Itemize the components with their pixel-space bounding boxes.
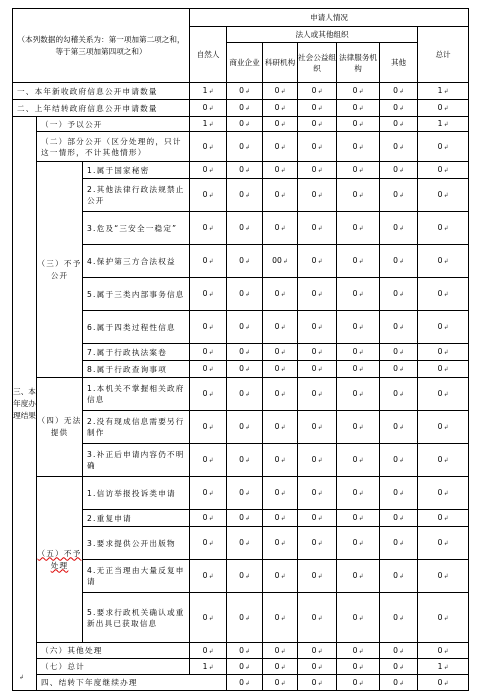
table-row: [13, 100, 469, 117]
value-cell: 0 ↲: [380, 179, 418, 212]
table-row: [13, 132, 469, 162]
value-cell: 0 ↲: [263, 83, 298, 100]
value-cell: 0 ↲: [263, 477, 298, 510]
value-cell: 0 ↲: [380, 83, 418, 100]
value-cell: 0 ↲: [337, 100, 380, 117]
value-cell: 0 ↲: [337, 245, 380, 278]
value-cell: 0 ↲: [263, 162, 298, 179]
section-3-label: 三、本年度办理结果: [13, 117, 37, 691]
applicant-header: 申请人情况: [190, 9, 469, 27]
value-cell: 0 ↲: [380, 510, 418, 527]
value-cell: 0 ↲: [263, 378, 298, 411]
value-cell: 0 ↲: [298, 675, 337, 691]
value-cell: 0 ↲: [190, 643, 227, 659]
value-cell: 0 ↲: [298, 117, 337, 132]
value-cell: 0 ↲: [190, 162, 227, 179]
row-label: 3.补正后申请内容仍不明确: [83, 444, 190, 477]
value-cell: 0 ↲: [380, 212, 418, 245]
value-cell: 0 ↲: [298, 278, 337, 311]
table-row: [13, 162, 469, 179]
value-cell: 0 ↲: [418, 675, 469, 691]
value-cell: 0 ↲: [227, 311, 263, 344]
total-header: 总计: [418, 27, 469, 83]
value-cell: 0 ↲: [380, 411, 418, 444]
value-cell: 0 ↲: [337, 643, 380, 659]
group-3-label: （三）不予公开: [37, 162, 83, 378]
value-cell: 0 ↲: [337, 659, 380, 675]
row-label: 1.信访举报投诉类申请: [83, 477, 190, 510]
value-cell: 0 ↲: [337, 162, 380, 179]
row-label: 一、本年新收政府信息公开申请数量: [13, 83, 190, 100]
value-cell: 0 ↲: [190, 100, 227, 117]
value-cell: 0 ↲: [227, 411, 263, 444]
value-cell: 1 ↲: [190, 117, 227, 132]
value-cell: 0 ↲: [337, 560, 380, 593]
col-header-other: 其他: [380, 43, 418, 83]
value-cell: 0 ↲: [190, 311, 227, 344]
value-cell: 0 ↲: [298, 510, 337, 527]
value-cell: 0 ↲: [190, 444, 227, 477]
value-cell: 0 ↲: [418, 278, 469, 311]
value-cell: 0 ↲: [418, 212, 469, 245]
value-cell: 0 ↲: [227, 212, 263, 245]
row-label: 1.本机关不掌握相关政府信息: [83, 378, 190, 411]
table-row: [13, 675, 469, 691]
value-cell: 0 ↲: [263, 510, 298, 527]
value-cell: 1 ↲: [190, 659, 227, 675]
value-cell: 0 ↲: [418, 411, 469, 444]
value-cell: 0 ↲: [298, 560, 337, 593]
row-label: 5.属于三类内部事务信息: [83, 278, 190, 311]
value-cell: 0 ↲: [380, 477, 418, 510]
value-cell: 0 ↲: [298, 162, 337, 179]
value-cell: 0 ↲: [263, 132, 298, 162]
value-cell: 0 ↲: [227, 361, 263, 378]
value-cell: 0 ↲: [337, 411, 380, 444]
row-label: 4.保护第三方合法权益: [83, 245, 190, 278]
value-cell: 0 ↲: [337, 444, 380, 477]
value-cell: 0 ↲: [380, 527, 418, 560]
value-cell: 0 ↲: [263, 527, 298, 560]
row-label: 二、上年结转政府信息公开申请数量: [13, 100, 190, 117]
value-cell: 0 ↲: [263, 179, 298, 212]
value-cell: 0 ↲: [263, 100, 298, 117]
value-cell: 0 ↲: [227, 117, 263, 132]
value-cell: 0 ↲: [298, 643, 337, 659]
value-cell: 0 ↲: [227, 527, 263, 560]
value-cell: 0 ↲: [263, 659, 298, 675]
value-cell: 0 ↲: [263, 444, 298, 477]
value-cell: 0 ↲: [190, 278, 227, 311]
value-cell: 0 ↲: [337, 311, 380, 344]
row-label: 3.危及“三安全一稳定”: [83, 212, 190, 245]
value-cell: 0 ↲: [190, 560, 227, 593]
paragraph-mark-icon: [18, 674, 24, 681]
value-cell: 0 ↲: [418, 643, 469, 659]
value-cell: 0 ↲: [263, 278, 298, 311]
row-label: 6.属于四类过程性信息: [83, 311, 190, 344]
value-cell: 0 ↲: [380, 361, 418, 378]
value-cell: 0 ↲: [298, 411, 337, 444]
value-cell: 0 ↲: [190, 593, 227, 643]
value-cell: 0 ↲: [337, 510, 380, 527]
value-cell: 00 ↲: [263, 245, 298, 278]
value-cell: 0 ↲: [263, 560, 298, 593]
row-label: 2.没有现成信息需要另行制作: [83, 411, 190, 444]
value-cell: 0 ↲: [298, 361, 337, 378]
value-cell: 0 ↲: [263, 344, 298, 361]
col-header-legal-service: 法律服务机构: [337, 43, 380, 83]
value-cell: 0 ↲: [227, 83, 263, 100]
value-cell: 0 ↲: [337, 132, 380, 162]
value-cell: 0 ↲: [380, 344, 418, 361]
value-cell: 1 ↲: [418, 659, 469, 675]
value-cell: 0 ↲: [298, 378, 337, 411]
group-5-label: （五）不予处理: [37, 477, 83, 643]
row-label: （七）总计: [37, 659, 190, 675]
value-cell: 0 ↲: [190, 245, 227, 278]
value-cell: 0 ↲: [418, 527, 469, 560]
value-cell: 0 ↲: [380, 162, 418, 179]
value-cell: 0 ↲: [418, 378, 469, 411]
value-cell: 0 ↲: [380, 378, 418, 411]
value-cell: 0 ↲: [190, 212, 227, 245]
value-cell: 0 ↲: [418, 245, 469, 278]
value-cell: 0 ↲: [227, 593, 263, 643]
value-cell: 0 ↲: [298, 83, 337, 100]
value-cell: 0 ↲: [190, 527, 227, 560]
value-cell: 0 ↲: [190, 344, 227, 361]
value-cell: 0 ↲: [337, 344, 380, 361]
value-cell: 0 ↲: [227, 477, 263, 510]
value-cell: 1 ↲: [190, 83, 227, 100]
application-handling-table: [12, 8, 469, 691]
row-label: 3.要求提供公开出版物: [83, 527, 190, 560]
row-label: 2.其他法律行政法规禁止公开: [83, 179, 190, 212]
value-cell: 0 ↲: [227, 643, 263, 659]
value-cell: 0 ↲: [337, 527, 380, 560]
value-cell: 0 ↲: [298, 212, 337, 245]
table-row: [13, 643, 469, 659]
row-label: 1.属于国家秘密: [83, 162, 190, 179]
row-label: （一）予以公开: [37, 117, 190, 132]
value-cell: 0 ↲: [298, 179, 337, 212]
row-label: （六）其他处理: [37, 643, 190, 659]
value-cell: 0 ↲: [418, 162, 469, 179]
value-cell: 0 ↲: [190, 132, 227, 162]
value-cell: 0 ↲: [298, 527, 337, 560]
value-cell: 0 ↲: [227, 378, 263, 411]
row-label: 5.要求行政机关确认或重新出具已获取信息: [83, 593, 190, 643]
value-cell: 0 ↲: [227, 444, 263, 477]
value-cell: 0 ↲: [298, 659, 337, 675]
value-cell: 0 ↲: [418, 477, 469, 510]
value-cell: 0 ↲: [263, 593, 298, 643]
value-cell: 0 ↲: [190, 179, 227, 212]
value-cell: 0 ↲: [227, 560, 263, 593]
value-cell: 0 ↲: [337, 477, 380, 510]
value-cell: 0 ↲: [263, 361, 298, 378]
value-cell: 0 ↲: [227, 100, 263, 117]
value-cell: 0 ↲: [418, 344, 469, 361]
value-cell: 0 ↲: [298, 444, 337, 477]
value-cell: 0 ↲: [380, 311, 418, 344]
value-cell: 0 ↲: [190, 411, 227, 444]
value-cell: 0 ↲: [418, 560, 469, 593]
value-cell: 0 ↲: [263, 311, 298, 344]
table-row: [13, 378, 469, 411]
value-cell: 0 ↲: [418, 179, 469, 212]
table-row: [13, 83, 469, 100]
value-cell: 0 ↲: [298, 344, 337, 361]
value-cell: 0 ↲: [337, 83, 380, 100]
value-cell: 0 ↲: [337, 212, 380, 245]
value-cell: 1 ↲: [418, 83, 469, 100]
value-cell: 0 ↲: [380, 675, 418, 691]
value-cell: 0 ↲: [337, 361, 380, 378]
legal-org-header: 法人或其他组织: [227, 27, 418, 43]
row-label: 7.属于行政执法案卷: [83, 344, 190, 361]
col-header-public-welfare: 社会公益组织: [298, 43, 337, 83]
col-header-research: 科研机构: [263, 43, 298, 83]
value-cell: 0 ↲: [337, 593, 380, 643]
natural-person-header: 自然人: [190, 27, 227, 83]
table-row: [13, 477, 469, 510]
value-cell: 0 ↲: [190, 361, 227, 378]
value-cell: 0 ↲: [227, 659, 263, 675]
value-cell: 0 ↲: [263, 212, 298, 245]
value-cell: 0 ↲: [380, 560, 418, 593]
row-label: 4.无正当理由大量反复申请: [83, 560, 190, 593]
value-cell: 0 ↲: [418, 132, 469, 162]
row-label: 8.属于行政查询事项: [83, 361, 190, 378]
value-cell: 0 ↲: [190, 378, 227, 411]
value-cell: 0 ↲: [380, 659, 418, 675]
value-cell: 0 ↲: [380, 117, 418, 132]
value-cell: 0 ↲: [298, 593, 337, 643]
value-cell: 0 ↲: [227, 510, 263, 527]
row-label: 2.重复申请: [83, 510, 190, 527]
col-header-commercial: 商业企业: [227, 43, 263, 83]
value-cell: 0 ↲: [380, 593, 418, 643]
group-4-label: （四）无法提供: [37, 378, 83, 477]
value-cell: 0 ↲: [263, 411, 298, 444]
value-cell: 0 ↲: [418, 444, 469, 477]
value-cell: 0 ↲: [263, 643, 298, 659]
value-cell: 0 ↲: [227, 245, 263, 278]
value-cell: 0 ↲: [298, 132, 337, 162]
value-cell: 0 ↲: [380, 100, 418, 117]
value-cell: 0 ↲: [263, 675, 298, 691]
row-label: 四、结转下年度继续办理: [37, 675, 227, 691]
value-cell: 0 ↲: [418, 593, 469, 643]
value-cell: 0 ↲: [380, 132, 418, 162]
value-cell: 0 ↲: [380, 245, 418, 278]
value-cell: 0 ↲: [190, 477, 227, 510]
value-cell: 0 ↲: [298, 100, 337, 117]
value-cell: 1 ↲: [418, 117, 469, 132]
value-cell: 0 ↲: [337, 675, 380, 691]
value-cell: 0 ↲: [298, 477, 337, 510]
table-row: [13, 117, 469, 132]
value-cell: 0 ↲: [380, 444, 418, 477]
disclosure-statistics-table: [12, 8, 469, 691]
value-cell: 0 ↲: [337, 117, 380, 132]
value-cell: 0 ↲: [418, 361, 469, 378]
value-cell: 0 ↲: [190, 510, 227, 527]
value-cell: 0 ↲: [418, 510, 469, 527]
value-cell: 0 ↲: [227, 278, 263, 311]
value-cell: 0 ↲: [227, 162, 263, 179]
value-cell: 0 ↲: [337, 378, 380, 411]
value-cell: 0 ↲: [263, 117, 298, 132]
value-cell: 0 ↲: [418, 100, 469, 117]
value-cell: 0 ↲: [298, 311, 337, 344]
value-cell: 0 ↲: [380, 643, 418, 659]
value-cell: 0 ↲: [380, 278, 418, 311]
value-cell: 0 ↲: [227, 132, 263, 162]
row-label: （二）部分公开（区分处理的，只计这一情形，不计其他情形）: [37, 132, 190, 162]
header-diagonal-note: （本列数据的勾稽关系为：第一项加第二项之和，等于第三项加第四项之和）: [13, 9, 190, 83]
value-cell: 0 ↲: [227, 675, 263, 691]
value-cell: 0 ↲: [418, 311, 469, 344]
value-cell: 0 ↲: [298, 245, 337, 278]
value-cell: 0 ↲: [337, 278, 380, 311]
value-cell: 0 ↲: [337, 179, 380, 212]
value-cell: 0 ↲: [227, 179, 263, 212]
table-row: [13, 659, 469, 675]
value-cell: 0 ↲: [227, 344, 263, 361]
